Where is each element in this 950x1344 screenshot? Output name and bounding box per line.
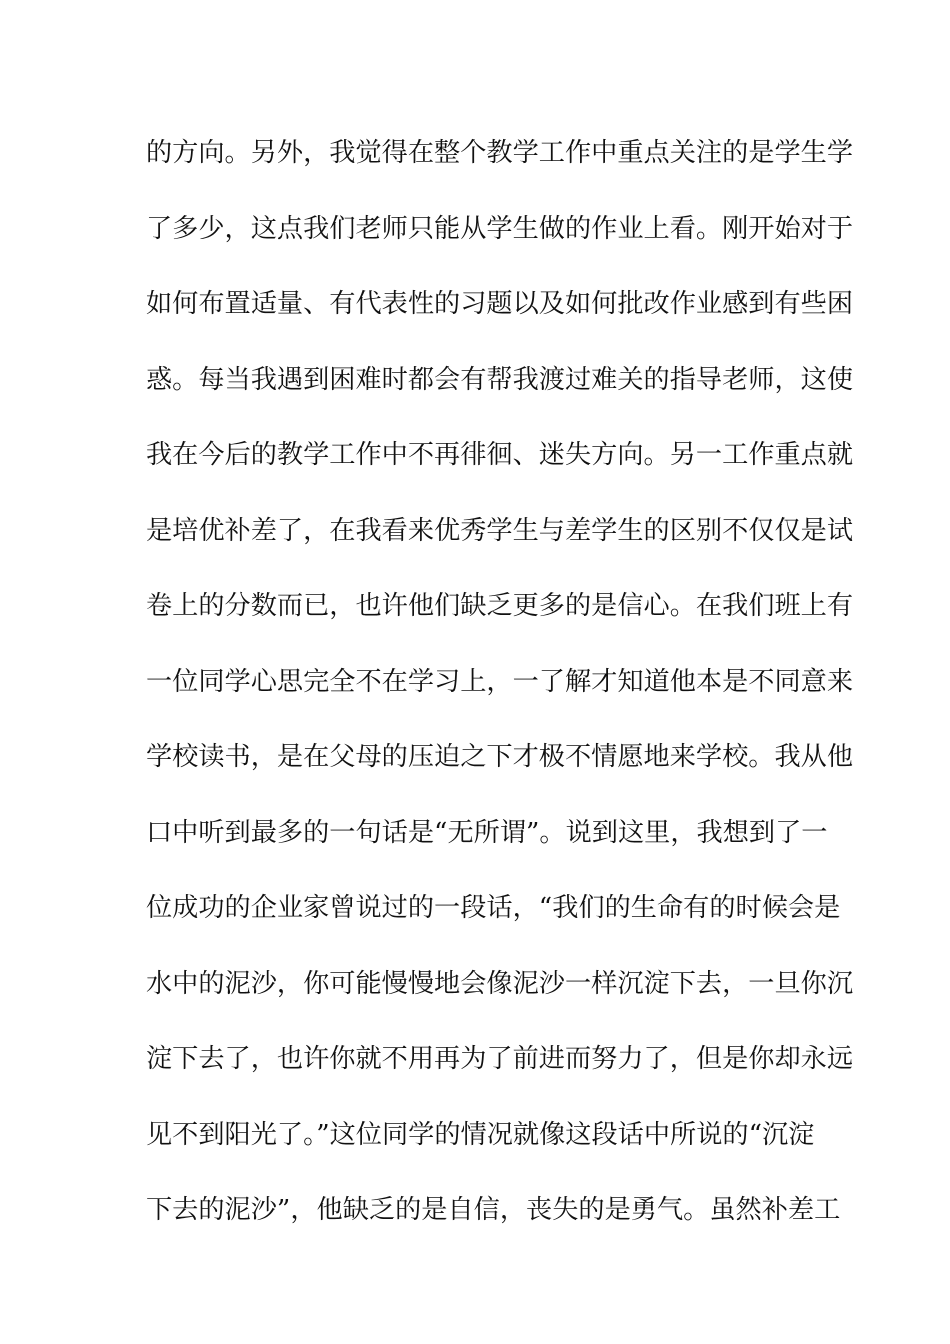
text-line: 我在今后的教学工作中不再徘徊、迷失方向。另一工作重点就 [146,440,854,470]
text-line: 水中的泥沙，你可能慢慢地会像泥沙一样沉淀下去，一旦你沉 [146,968,854,999]
text-line: 位成功的企业家曾说过的一段话，“我们的生命有的时候会是 [146,893,841,923]
text-line: 下去的泥沙”，他缺乏的是自信，丧失的是勇气。虽然补差工 [146,1195,841,1225]
text-line: 如何布置适量、有代表性的习题以及如何批改作业感到有些困 [146,289,854,319]
text-line: 口中听到最多的一句话是“无所谓”。说到这里，我想到了一 [146,817,828,848]
text-line: 学校读书，是在父母的压迫之下才极不情愿地来学校。我从他 [146,742,854,772]
text-line: 见不到阳光了。”这位同学的情况就像这段话中所说的“沉淀 [146,1119,815,1150]
text-line: 卷上的分数而已，也许他们缺乏更多的是信心。在我们班上有 [146,591,854,621]
text-line: 淀下去了，也许你就不用再为了前进而努力了，但是你却永远 [146,1044,854,1074]
text-line: 了多少，这点我们老师只能从学生做的作业上看。刚开始对于 [146,213,854,244]
text-line: 惑。每当我遇到困难时都会有帮我渡过难关的指导老师，这使 [146,364,854,395]
text-line: 是培优补差了，在我看来优秀学生与差学生的区别不仅仅是试 [146,515,854,546]
text-line: 的方向。另外，我觉得在整个教学工作中重点关注的是学生学 [146,138,854,168]
body-text [146,127,854,1260]
text-line: 一位同学心思完全不在学习上，一了解才知道他本是不同意来 [146,666,854,697]
